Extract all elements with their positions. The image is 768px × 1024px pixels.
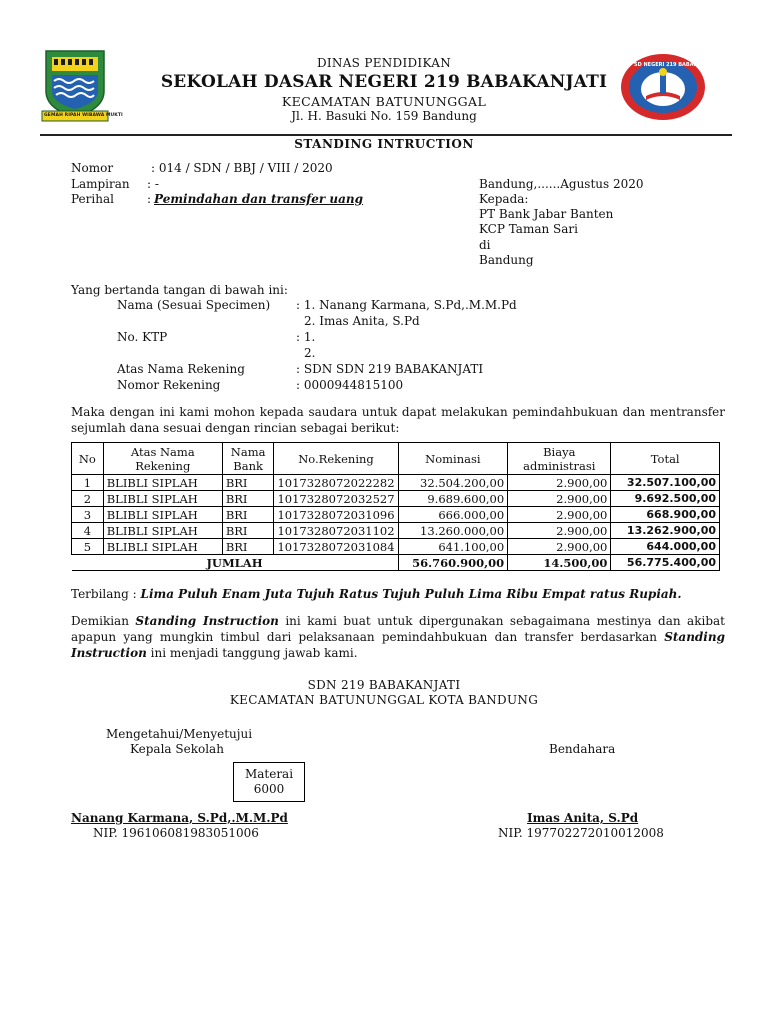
- cell-nominal: 32.504.200,00: [398, 475, 508, 491]
- nomor-value: : 014 / SDN / BBJ / VIII / 2020: [151, 161, 333, 175]
- materai-box: [233, 762, 305, 802]
- header-district: KECAMATAN BATUNUNGGAL: [281, 94, 487, 109]
- col-header-total: Total: [611, 443, 720, 475]
- closing-p1: Demikian: [71, 614, 129, 628]
- cell-no: 4: [72, 523, 104, 539]
- cell-account-number: 1017328072031084: [274, 539, 398, 555]
- nama-2: 2. Imas Anita, S.Pd: [304, 314, 420, 328]
- cell-total: 32.507.100,00: [611, 475, 720, 491]
- cell-no: 3: [72, 507, 104, 523]
- cell-account-number: 1017328072031096: [274, 507, 398, 523]
- account-name-value: : SDN SDN 219 BABAKANJATI: [296, 362, 484, 376]
- cell-total: 9.692.500,00: [611, 491, 720, 507]
- header-divider: [40, 134, 732, 136]
- recipient-line-2: PT Bank Jabar Banten: [479, 207, 614, 221]
- table-header-row: [72, 443, 720, 475]
- cell-nominal: 9.689.600,00: [398, 491, 508, 507]
- materai-value: 6000: [253, 782, 285, 796]
- cell-nominal: 13.260.000,00: [398, 523, 508, 539]
- header-agency: DINAS PENDIDIKAN: [316, 56, 452, 70]
- footer-org-1: SDN 219 BABAKANJATI: [307, 678, 461, 692]
- cell-fee: 2.900,00: [508, 523, 611, 539]
- right-role: Bendahara: [549, 742, 616, 756]
- materai-label: Materai: [244, 767, 294, 781]
- left-role-2: Kepala Sekolah: [130, 742, 224, 756]
- cell-nominal: 666.000,00: [398, 507, 508, 523]
- sum-fee: 14.500,00: [508, 555, 611, 571]
- sum-total: 56.775.400,00: [611, 555, 720, 571]
- cell-account-name: BLIBLI SIPLAH: [103, 507, 222, 523]
- cell-no: 2: [72, 491, 104, 507]
- left-signer-nip: NIP. 196106081983051006: [93, 826, 259, 840]
- cell-bank: BRI: [222, 491, 274, 507]
- request-paragraph: Maka dengan ini kami mohon kepada saudara untuk dapat melakukan pemindahbukuan dan mentransfer sejumlah dana sesuai dengan rincian sebagai berikut:: [71, 405, 725, 435]
- table-row: [72, 523, 720, 539]
- cell-no: 5: [72, 539, 104, 555]
- account-name-label: Atas Nama Rekening: [117, 362, 245, 376]
- letter-date: Bandung,......Agustus 2020: [479, 177, 644, 191]
- recipient-line-1: Kepada:: [479, 192, 529, 206]
- cell-total: 668.900,00: [611, 507, 720, 523]
- table-row: [72, 491, 720, 507]
- doc-title: STANDING INTRUCTION: [294, 137, 474, 151]
- right-signer-nip: NIP. 197702272010012008: [498, 826, 664, 840]
- col-header-bank: Nama Bank: [222, 443, 274, 475]
- recipient-line-3: KCP Taman Sari: [479, 222, 578, 236]
- header-address: Jl. H. Basuki No. 159 Bandung: [291, 109, 477, 123]
- closing-p5: ini menjadi tanggung jawab kami.: [150, 646, 358, 660]
- sum-nominal: 56.760.900,00: [398, 555, 508, 571]
- col-header-no: No: [72, 443, 104, 475]
- cell-fee: 2.900,00: [508, 507, 611, 523]
- cell-fee: 2.900,00: [508, 539, 611, 555]
- cell-bank: BRI: [222, 523, 274, 539]
- cell-bank: BRI: [222, 539, 274, 555]
- cell-account-name: BLIBLI SIPLAH: [103, 475, 222, 491]
- nomor-label: Nomor: [71, 161, 114, 175]
- cell-account-name: BLIBLI SIPLAH: [103, 539, 222, 555]
- cell-nominal: 641.100,00: [398, 539, 508, 555]
- ktp-2: 2.: [304, 346, 316, 360]
- table-row: [72, 475, 720, 491]
- cell-total: 13.262.900,00: [611, 523, 720, 539]
- signer-intro: Yang bertanda tangan di bawah ini:: [71, 283, 288, 297]
- cell-account-name: BLIBLI SIPLAH: [103, 491, 222, 507]
- cell-no: 1: [72, 475, 104, 491]
- closing-p3: ini kami buat untuk dipergunakan sebagaimana mestinya dan akibat apapun yang mungkin timbul dari pelaksanaan pemindahbukuan dan transfer berdasarkan: [71, 614, 725, 644]
- lampiran-label: Lampiran: [71, 177, 130, 191]
- cell-total: 644.000,00: [611, 539, 720, 555]
- col-header-account-name: Atas Nama Rekening: [103, 443, 222, 475]
- cell-account-number: 1017328072032527: [274, 491, 398, 507]
- closing-p4: Standing Instruction: [71, 630, 725, 660]
- nama-1: : 1. Nanang Karmana, S.Pd,.M.M.Pd: [296, 298, 517, 312]
- cell-fee: 2.900,00: [508, 475, 611, 491]
- closing-paragraph: [71, 613, 725, 661]
- cell-bank: BRI: [222, 507, 274, 523]
- table-sum-row: [72, 555, 720, 571]
- cell-bank: BRI: [222, 475, 274, 491]
- col-header-account-number: No.Rekening: [274, 443, 398, 475]
- terbilang: [71, 587, 682, 601]
- table-row: [72, 539, 720, 555]
- col-header-nominal: Nominasi: [398, 443, 508, 475]
- header-school: SEKOLAH DASAR NEGERI 219 BABAKANJATI: [160, 72, 608, 92]
- sum-label: JUMLAH: [72, 555, 399, 571]
- transfer-table: [71, 442, 720, 571]
- cell-account-name: BLIBLI SIPLAH: [103, 523, 222, 539]
- col-header-fee: Biaya administrasi: [508, 443, 611, 475]
- city-logo-motto: GEMAH RIPAH WIBAWA MUKTI: [44, 113, 123, 118]
- closing-p2: Standing Instruction: [135, 614, 279, 628]
- left-signer-name: Nanang Karmana, S.Pd,.M.M.Pd: [71, 811, 288, 825]
- perihal-label: Perihal: [71, 192, 114, 206]
- account-number-value: : 0000944815100: [296, 378, 404, 392]
- lampiran-value: : -: [147, 177, 159, 191]
- perihal-value: Pemindahan dan transfer uang: [154, 192, 363, 206]
- school-logo-text: SD NEGERI 219 BABAKANJATI: [634, 62, 717, 68]
- terbilang-value: Lima Puluh Enam Juta Tujuh Ratus Tujuh Puluh Lima Ribu Empat ratus Rupiah.: [140, 587, 682, 601]
- terbilang-label: Terbilang :: [71, 587, 137, 601]
- recipient-line-4: di: [479, 238, 491, 252]
- left-role-1: Mengetahui/Menyetujui: [106, 727, 253, 741]
- perihal-colon: :: [147, 192, 152, 206]
- table-row: [72, 507, 720, 523]
- footer-org-2: KECAMATAN BATUNUNGGAL KOTA BANDUNG: [229, 693, 539, 707]
- ktp-label: No. KTP: [117, 330, 168, 344]
- cell-account-number: 1017328072031102: [274, 523, 398, 539]
- nama-label: Nama (Sesuai Specimen): [117, 298, 271, 312]
- ktp-1: : 1.: [296, 330, 316, 344]
- cell-account-number: 1017328072022282: [274, 475, 398, 491]
- cell-fee: 2.900,00: [508, 491, 611, 507]
- recipient-line-5: Bandung: [479, 253, 534, 267]
- account-number-label: Nomor Rekening: [117, 378, 221, 392]
- right-signer-name: Imas Anita, S.Pd: [527, 811, 639, 825]
